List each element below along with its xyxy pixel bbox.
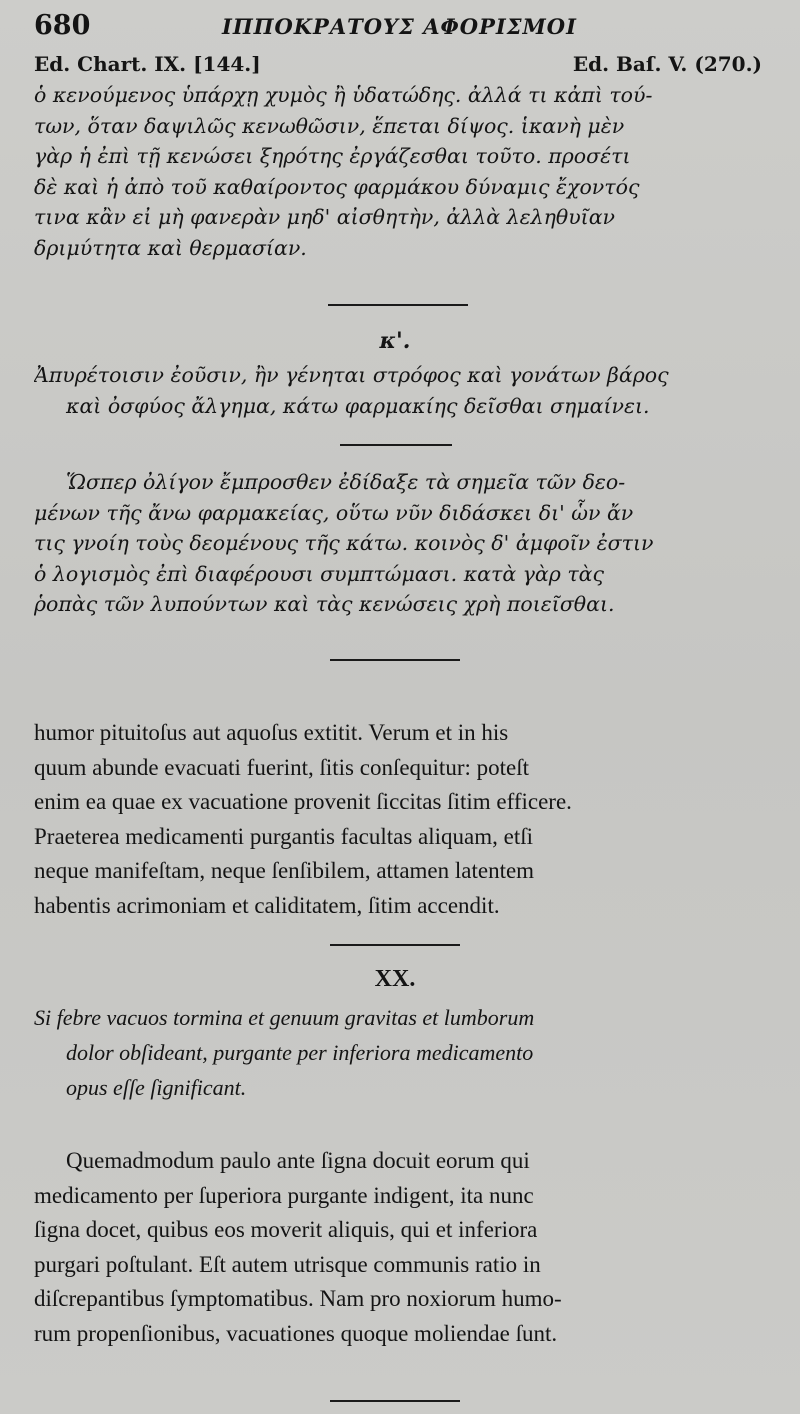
text-line: ſigna docet, quibus eos moverit aliquis, qui et inferiora [34, 1217, 538, 1242]
text-line: medicamento per ſuperiora purgante indigent, ita nunc [34, 1182, 534, 1208]
text-line: τις γνοίη τοὺς δεομένους τῆς κάτω. κοινὸς δ' ἀμφοῖν ἐστιν [34, 531, 654, 555]
latin-aphorism [34, 1000, 764, 1105]
edition-reference-left: Ed. Chart. IX. [144.] [34, 52, 261, 76]
text-line: ῥοπὰς τῶν λυπούντων καὶ τὰς κενώσεις χρὴ ποιεῖσθαι. [34, 592, 615, 616]
text-line: purgari poſtulant. Eſt autem utrisque communis ratio in [34, 1251, 541, 1277]
edition-reference-line [34, 52, 764, 80]
text-line: dolor obſideant, purgante per inferiora medicamento [66, 1040, 534, 1065]
section-divider [328, 304, 468, 306]
text-line: humor pituitoſus aut aquoſus extitit. Verum et in his [34, 720, 509, 745]
text-line: diſcrepantibus ſymptomatibus. Nam pro noxiorum humo- [34, 1286, 562, 1311]
edition-reference-right: Ed. Baſ. V. (270.) [572, 52, 762, 76]
text-line: opus eſſe ſignificant. [66, 1075, 247, 1100]
text-line: enim ea quae ex vacuatione provenit ſiccitas ſitim efficere. [34, 789, 572, 814]
greek-aphorism [34, 360, 764, 421]
text-line: Ὥσπερ ὀλίγον ἔμπροσθεν ἐδίδαξε τὰ σημεῖα τῶν δεο- [66, 470, 626, 494]
text-line: Ἀπυρέτοισιν ἐοῦσιν, ἢν γένηται στρόφος καὶ γονάτων βάρος [34, 363, 669, 387]
text-line: ὁ λογισμὸς ἐπὶ διαφέρουσι συμπτώμασι. κατὰ γὰρ τὰς [34, 561, 605, 586]
latin-commentary [34, 1144, 764, 1351]
section-divider [330, 944, 460, 946]
section-divider [330, 1400, 460, 1402]
running-title: ΙΠΠΟΚΡΑΤΟΥΣ ΑΦΟΡΙΣΜΟΙ [222, 14, 577, 39]
section-divider [340, 444, 452, 446]
text-line: Praeterea medicamenti purgantis facultas aliquam, etſi [34, 823, 533, 849]
section-divider [330, 659, 460, 661]
page-number: 680 [34, 10, 91, 41]
text-line: γὰρ ἡ ἐπὶ τῇ κενώσει ξηρότης ἐργάζεσθαι τοῦτο. προσέτι [34, 144, 631, 168]
latin-section-number: XX. [374, 966, 416, 992]
text-line: τινα κἂν εἰ μὴ φανερὰν μηδ' αἰσθητὴν, ἀλλὰ λεληθυῖαν [34, 205, 615, 229]
greek-commentary [34, 467, 764, 620]
text-line: μένων τῆς ἄνω φαρμακείας, οὕτω νῦν διδάσκει δι' ὧν ἄν [34, 500, 634, 525]
text-line: Quemadmodum paulo ante ſigna docuit eorum qui [66, 1148, 530, 1173]
text-line: quum abunde evacuati fuerint, ſitis conſequitur: poteſt [34, 754, 530, 780]
text-line: rum propenſionibus, vacuationes quoque moliendae ſunt. [34, 1320, 558, 1346]
text-line: neque manifeſtam, neque ſenſibilem, attamen latentem [34, 858, 535, 883]
text-line: δὲ καὶ ἡ ἀπὸ τοῦ καθαίροντος φαρμάκου δύναμις ἔχοντός [34, 174, 640, 199]
text-line: καὶ ὀσφύος ἄλγημα, κάτω φαρμακίης δεῖσθαι σημαίνει. [66, 393, 650, 418]
text-line: ὁ κενούμενος ὑπάρχῃ χυμὸς ἢ ὑδατώδης. ἀλλά τι κἀπὶ τού- [34, 83, 653, 107]
text-line: δριμύτητα καὶ θερμασίαν. [34, 235, 307, 260]
text-line: Si febre vacuos tormina et genuum gravitas et lumborum [34, 1005, 535, 1030]
greek-section-number: κ'. [379, 328, 411, 354]
greek-paragraph-1 [34, 80, 764, 263]
text-line: των, ὅταν δαψιλῶς κενωθῶσιν, ἕπεται δίψος. ἱκανὴ μὲν [34, 113, 625, 138]
page-header [34, 10, 764, 46]
latin-paragraph-1 [34, 716, 764, 923]
text-line: habentis acrimoniam et caliditatem, ſitim accendit. [34, 892, 500, 918]
